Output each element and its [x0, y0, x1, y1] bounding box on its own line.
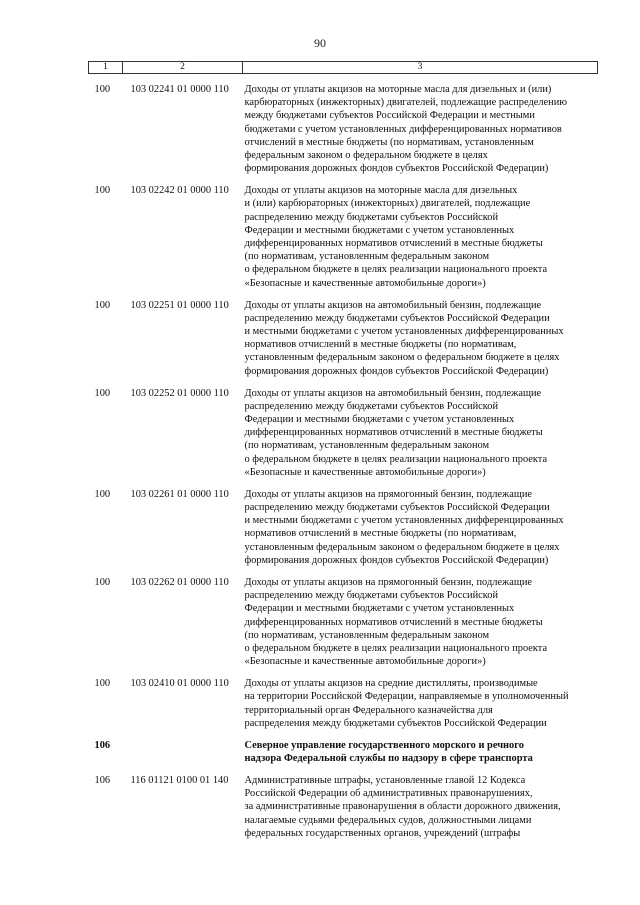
- description-line: формирования дорожных фондов субъектов Российской Федерации): [244, 554, 549, 566]
- description-line: Российской Федерации об административных правонарушениях,: [244, 788, 533, 800]
- description-line: Федерации и местными бюджетами с учетом установленных: [244, 603, 515, 615]
- description-line: установленным федеральным законом о федеральном бюджете в целях: [244, 352, 560, 364]
- description-cell: [243, 488, 598, 576]
- table-row: [89, 299, 598, 387]
- description-line: «Безопасные и качественные автомобильные дороги»): [244, 277, 486, 289]
- description-line: Доходы от уплаты акцизов на средние дистилляты, производимые: [244, 678, 538, 690]
- description-line: территориальный орган Федерального казначейства для: [244, 704, 493, 716]
- column-header-2: 2: [123, 62, 243, 74]
- column-header-1: 1: [89, 62, 123, 74]
- description-line: федеральных государственных органов, учреждений (штрафы: [244, 827, 521, 839]
- description-cell: [243, 387, 598, 488]
- description-cell: [243, 774, 598, 849]
- description-line: распределению между бюджетами субъектов Российской: [244, 211, 499, 223]
- table-row: [89, 576, 598, 677]
- description-line: (по нормативам, установленным федеральным законом: [244, 440, 490, 452]
- description-line: распределению между бюджетами субъектов Российской Федерации: [244, 502, 550, 514]
- description-line: Доходы от уплаты акцизов на прямогонный бензин, подлежащие: [244, 488, 532, 500]
- revenue-code-cell: 103 02252 01 0000 110: [130, 387, 229, 399]
- description-line: формирования дорожных фондов субъектов Российской Федерации): [244, 163, 549, 175]
- admin-code-cell: 100: [94, 488, 111, 500]
- table-row: [89, 387, 598, 488]
- description-line: и местными бюджетами с учетом установленных дифференцированных: [244, 515, 564, 527]
- description-line: «Безопасные и качественные автомобильные дороги»): [244, 656, 486, 668]
- revenue-code-cell: [123, 739, 243, 774]
- revenue-code-cell: 103 02410 01 0000 110: [130, 678, 229, 690]
- description-line: карбюраторных (инжекторных) двигателей, подлежащие распределению: [244, 97, 568, 109]
- description-line: Доходы от уплаты акцизов на автомобильный бензин, подлежащие: [244, 299, 542, 311]
- description-line: распределению между бюджетами субъектов Российской: [244, 590, 499, 602]
- description-line: Доходы от уплаты акцизов на моторные масла для дизельных: [244, 185, 518, 197]
- admin-code-cell: 106: [94, 739, 111, 751]
- table-row: [89, 184, 598, 298]
- description-line: Административные штрафы, установленные главой 12 Кодекса: [244, 774, 526, 786]
- description-line: и (или) карбюраторных (инжекторных) двигателей, подлежащие: [244, 198, 531, 210]
- admin-code-cell: 100: [94, 185, 111, 197]
- description-line: между бюджетами субъектов Российской Федерации и местными: [244, 110, 535, 122]
- page-number: 90: [314, 36, 326, 50]
- revenue-code-cell: 103 02251 01 0000 110: [130, 299, 229, 311]
- description-line: отчислений в местные бюджеты (по нормативам, установленным: [244, 136, 534, 148]
- description-line: на территории Российской Федерации, направляемые в уполномоченный: [244, 691, 569, 703]
- description-line: «Безопасные и качественные автомобильные дороги»): [244, 466, 486, 478]
- description-cell: [243, 739, 598, 774]
- description-line: нормативов отчислений в местные бюджеты (по нормативам,: [244, 339, 517, 351]
- description-line: распределению между бюджетами субъектов Российской: [244, 400, 499, 412]
- admin-code-cell: 100: [94, 678, 111, 690]
- revenue-code-cell: 103 02241 01 0000 110: [130, 84, 229, 95]
- description-cell: [243, 74, 598, 185]
- column-header-3: 3: [243, 62, 598, 74]
- description-line: Федерации и местными бюджетами с учетом установленных: [244, 224, 515, 236]
- description-line: дифференцированных нормативов отчислений в местные бюджеты: [244, 616, 543, 628]
- revenue-code-cell: 103 02261 01 0000 110: [130, 488, 229, 500]
- description-line: (по нормативам, установленным федеральным законом: [244, 251, 490, 263]
- description-cell: [243, 576, 598, 677]
- description-line: (по нормативам, установленным федеральным законом: [244, 629, 490, 641]
- admin-code-cell: 100: [94, 84, 111, 95]
- description-line: Северное управление государственного морского и речного: [244, 739, 524, 751]
- table-row: [89, 488, 598, 576]
- table-header: [89, 62, 598, 74]
- description-line: формирования дорожных фондов субъектов Российской Федерации): [244, 365, 549, 377]
- description-line: Доходы от уплаты акцизов на моторные масла для дизельных и (или): [244, 84, 552, 95]
- revenue-code-cell: 103 02242 01 0000 110: [130, 185, 229, 197]
- description-line: распределения между бюджетами субъектов Российской Федерации: [244, 717, 547, 729]
- table-section-row: [89, 739, 598, 774]
- description-line: надзора Федеральной службы по надзору в сфере транспорта: [244, 752, 533, 764]
- description-line: Федерации и местными бюджетами с учетом установленных: [244, 414, 515, 426]
- table-row: [89, 677, 598, 739]
- description-line: установленным федеральным законом о федеральном бюджете в целях: [244, 541, 560, 553]
- description-line: Доходы от уплаты акцизов на прямогонный бензин, подлежащие: [244, 576, 532, 588]
- description-cell: [243, 677, 598, 739]
- description-line: распределению между бюджетами субъектов Российской Федерации: [244, 312, 550, 324]
- description-line: Доходы от уплаты акцизов на автомобильный бензин, подлежащие: [244, 387, 542, 399]
- table-body: [89, 74, 598, 849]
- description-line: о федеральном бюджете в целях реализации национального проекта: [244, 264, 548, 276]
- description-cell: [243, 184, 598, 298]
- description-line: и местными бюджетами с учетом установленных дифференцированных: [244, 326, 564, 338]
- revenue-code-cell: 103 02262 01 0000 110: [130, 576, 229, 588]
- description-line: за административные правонарушения в области дорожного движения,: [244, 801, 561, 813]
- admin-code-cell: 106: [94, 774, 111, 786]
- budget-revenue-table: [88, 61, 598, 849]
- admin-code-cell: 100: [94, 576, 111, 588]
- table-row: [89, 74, 598, 185]
- table-row: [89, 774, 598, 849]
- description-line: налагаемые судьями федеральных судов, должностными лицами: [244, 814, 532, 826]
- description-cell: [243, 299, 598, 387]
- admin-code-cell: 100: [94, 299, 111, 311]
- description-line: нормативов отчислений в местные бюджеты (по нормативам,: [244, 528, 517, 540]
- revenue-code-cell: 116 01121 0100 01 140: [130, 774, 229, 786]
- description-line: дифференцированных нормативов отчислений в местные бюджеты: [244, 238, 543, 250]
- description-line: о федеральном бюджете в целях реализации национального проекта: [244, 453, 548, 465]
- description-line: федеральным законом о федеральном бюджете в целях: [244, 150, 488, 162]
- description-line: бюджетами с учетом установленных дифференцированных нормативов: [244, 123, 562, 135]
- admin-code-cell: 100: [94, 387, 111, 399]
- description-line: дифференцированных нормативов отчислений в местные бюджеты: [244, 427, 543, 439]
- description-line: о федеральном бюджете в целях реализации национального проекта: [244, 642, 548, 654]
